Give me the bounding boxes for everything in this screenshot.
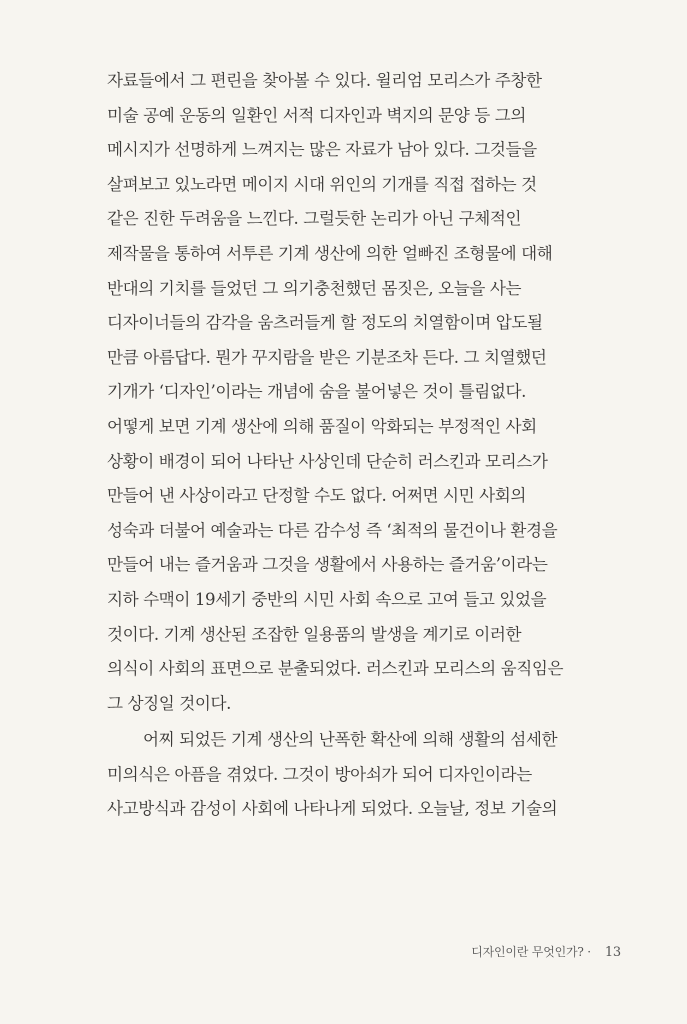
- paragraph-1: [107, 64, 627, 721]
- body-text: [107, 64, 627, 827]
- text-line: 의식이 사회의 표면으로 분출되었다. 러스킨과 모리스의 움직임은: [107, 659, 564, 679]
- text-line: 디자이너들의 감각을 움츠러들게 할 정도의 치열함이며 압도될: [107, 313, 543, 333]
- text-line: 어떻게 보면 기계 생산에 의해 품질이 악화되는 부정적인 사회: [107, 416, 537, 436]
- text-line: 미의식은 아픔을 겪었다. 그것이 방아쇠가 되어 디자인이라는: [107, 764, 532, 784]
- text-line: 반대의 기치를 들었던 그 의기충천했던 몸짓은, 오늘을 사는: [107, 278, 522, 298]
- text-line: 살펴보고 있노라면 메이지 시대 위인의 기개를 직접 접하는 것: [107, 174, 537, 194]
- text-line: 것이다. 기계 생산된 조잡한 일용품의 발생을 계기로 이러한: [107, 624, 522, 644]
- text-line: 같은 진한 두려움을 느낀다. 그럴듯한 논리가 아닌 구체적인: [107, 209, 522, 229]
- text-line: 사고방식과 감성이 사회에 나타나게 되었다. 오늘날, 정보 기술의: [107, 799, 558, 819]
- text-line: 만큼 아름답다. 뭔가 꾸지람을 받은 기분조차 든다. 그 치열했던: [107, 347, 547, 367]
- text-line: 상황이 배경이 되어 나타난 사상인데 단순히 러스킨과 모리스가: [107, 451, 548, 471]
- page-number: 13: [604, 945, 621, 960]
- text-line: 지하 수맥이 19세기 중반의 시민 사회 속으로 고여 들고 있었을: [107, 589, 547, 609]
- running-title: 디자인이란 무엇인가? ·: [471, 945, 591, 959]
- text-line: 성숙과 더불어 예술과는 다른 감수성 즉 ‘최적의 물건이나 환경을: [107, 520, 558, 540]
- text-line: 기개가 ‘디자인’이라는 개념에 숨을 불어넣은 것이 틀림없다.: [107, 382, 526, 402]
- text-line: 그 상징일 것이다.: [107, 693, 232, 713]
- text-line-indented: 어찌 되었든 기계 생산의 난폭한 확산에 의해 생활의 섬세한: [143, 730, 558, 750]
- paragraph-2: [107, 723, 627, 827]
- text-line: 자료들에서 그 편린을 찾아볼 수 있다. 윌리엄 모리스가 주창한: [107, 71, 542, 90]
- text-line: 미술 공예 운동의 일환인 서적 디자인과 벽지의 문양 등 그의: [107, 105, 526, 125]
- running-footer: [471, 943, 621, 960]
- text-line: 만들어 내는 즐거움과 그것을 생활에서 사용하는 즐거움’이라는: [107, 555, 548, 575]
- text-line: 제작물을 통하여 서투른 기계 생산에 의한 얼빠진 조형물에 대해: [107, 243, 553, 263]
- text-line: 만들어 낸 사상이라고 단정할 수도 없다. 어쩌면 시민 사회의: [107, 486, 526, 506]
- text-line: 메시지가 선명하게 느껴지는 많은 자료가 남아 있다. 그것들을: [107, 140, 537, 160]
